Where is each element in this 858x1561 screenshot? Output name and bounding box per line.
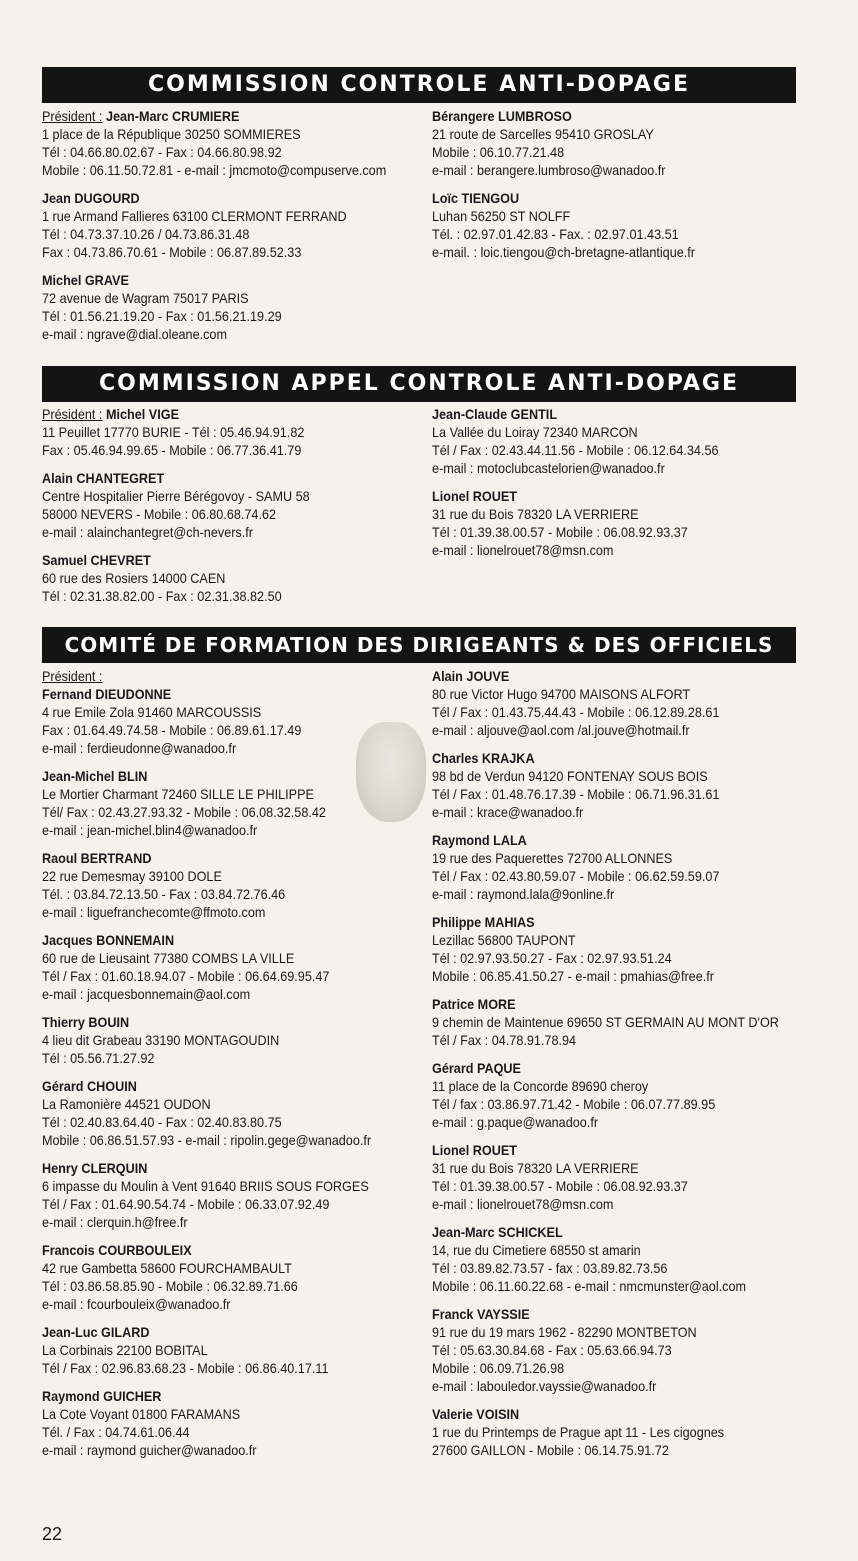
contact-name-line bbox=[42, 190, 400, 208]
contact-name-line bbox=[432, 996, 790, 1014]
contact-detail-line: La Corbinais 22100 BOBITAL bbox=[42, 1343, 208, 1358]
contact-detail-line: Tél / Fax : 02.43.44.11.56 - Mobile : 06.12.64.34.56 bbox=[432, 443, 719, 458]
contact-detail-line: Tél. : 02.97.01.42.83 - Fax. : 02.97.01.43.51 bbox=[432, 227, 679, 242]
section-header-commission-controle-anti-dopage: COMMISSION CONTROLE ANTI-DOPAGE bbox=[42, 67, 796, 103]
contact-detail-line: Tél / Fax : 01.64.90.54.74 - Mobile : 06.33.07.92.49 bbox=[42, 1197, 330, 1212]
contact-detail-line: Tél : 05.56.71.27.92 bbox=[42, 1051, 155, 1066]
contact-name: Fernand DIEUDONNE bbox=[42, 687, 172, 702]
contact-name-line bbox=[432, 190, 790, 208]
contact-detail-line: Mobile : 06.10.77.21.48 bbox=[432, 145, 565, 160]
contact-detail-line: Tél : 04.66.80.02.67 - Fax : 04.66.80.98.92 bbox=[42, 145, 282, 160]
contact-detail-line: Mobile : 06.86.51.57.93 - e-mail : ripolin.gege@wanadoo.fr bbox=[42, 1133, 372, 1148]
contact-detail-line: 1 rue Armand Fallieres 63100 CLERMONT FERRAND bbox=[42, 209, 347, 224]
contact-entry bbox=[432, 1060, 817, 1132]
contact-name-line bbox=[42, 1160, 400, 1178]
contact-name-line bbox=[42, 1242, 400, 1260]
contact-detail-line: 4 rue Emile Zola 91460 MARCOUSSIS bbox=[42, 705, 262, 720]
contact-name: Charles KRAJKA bbox=[432, 751, 535, 766]
contact-detail-line: e-mail : krace@wanadoo.fr bbox=[432, 805, 584, 820]
contact-entry bbox=[432, 488, 817, 560]
contact-detail-line: La Vallée du Loiray 72340 MARCON bbox=[432, 425, 638, 440]
contact-detail-line: Tél : 03.86.58.85.90 - Mobile : 06.32.89.71.66 bbox=[42, 1279, 298, 1294]
contact-name: Franck VAYSSIE bbox=[432, 1307, 530, 1322]
contact-detail-line: Tél : 02.97.93.50.27 - Fax : 02.97.93.51.24 bbox=[432, 951, 672, 966]
contact-entry bbox=[42, 108, 427, 180]
contact-name-line bbox=[42, 1078, 400, 1096]
contact-detail-line: 27600 GAILLON - Mobile : 06.14.75.91.72 bbox=[432, 1443, 669, 1458]
contact-detail-line: Mobile : 06.85.41.50.27 - e-mail : pmahias@free.fr bbox=[432, 969, 714, 984]
contact-detail-line: 4 lieu dit Grabeau 33190 MONTAGOUDIN bbox=[42, 1033, 280, 1048]
contact-name-line bbox=[432, 1306, 790, 1324]
contact-detail-line: 91 rue du 19 mars 1962 - 82290 MONTBETON bbox=[432, 1325, 697, 1340]
contact-entry bbox=[42, 190, 427, 262]
contact-entry bbox=[42, 1160, 427, 1232]
contact-detail-line: Fax : 04.73.86.70.61 - Mobile : 06.87.89.52.33 bbox=[42, 245, 302, 260]
contact-name: Gérard PAQUE bbox=[432, 1061, 521, 1076]
contact-detail-line: 80 rue Victor Hugo 94700 MAISONS ALFORT bbox=[432, 687, 691, 702]
contact-name-line bbox=[42, 406, 400, 424]
contact-detail-line: 98 bd de Verdun 94120 FONTENAY SOUS BOIS bbox=[432, 769, 708, 784]
contact-name: Michel VIGE bbox=[105, 407, 180, 422]
contact-detail-line: 60 rue des Rosiers 14000 CAEN bbox=[42, 571, 226, 586]
contact-name: Alain JOUVE bbox=[432, 669, 510, 684]
contact-detail-line: 9 chemin de Maintenue 69650 ST GERMAIN AU MONT D'OR bbox=[432, 1015, 779, 1030]
contact-detail-line: Luhan 56250 ST NOLFF bbox=[432, 209, 571, 224]
contact-detail-line: 60 rue de Lieusaint 77380 COMBS LA VILLE bbox=[42, 951, 295, 966]
contact-detail-line: 19 rue des Paquerettes 72700 ALLONNES bbox=[432, 851, 673, 866]
contact-entry bbox=[42, 406, 427, 460]
contact-name: Jean-Michel BLIN bbox=[42, 769, 148, 784]
contact-entry bbox=[432, 750, 817, 822]
contact-detail-line: e-mail : alainchantegret@ch-nevers.fr bbox=[42, 525, 253, 540]
contact-entry bbox=[432, 996, 817, 1050]
contact-detail-line: Tél / Fax : 01.60.18.94.07 - Mobile : 06.64.69.95.47 bbox=[42, 969, 330, 984]
contact-entry bbox=[432, 668, 817, 740]
contact-detail-line: 1 place de la République 30250 SOMMIERES bbox=[42, 127, 301, 142]
contact-name-line bbox=[432, 1060, 790, 1078]
contact-name-line bbox=[42, 108, 400, 126]
contact-entry bbox=[432, 1224, 817, 1296]
contact-name: Michel GRAVE bbox=[42, 273, 129, 288]
contact-detail-line: Le Mortier Charmant 72460 SILLE LE PHILIPPE bbox=[42, 787, 314, 802]
contact-detail-line: e-mail : raymond.lala@9online.fr bbox=[432, 887, 615, 902]
contact-detail-line: Tél : 01.39.38.00.57 - Mobile : 06.08.92.93.37 bbox=[432, 525, 688, 540]
contact-detail-line: 31 rue du Bois 78320 LA VERRIERE bbox=[432, 507, 639, 522]
contact-detail-line: Tél : 02.40.83.64.40 - Fax : 02.40.83.80.75 bbox=[42, 1115, 282, 1130]
contact-name-line bbox=[432, 914, 790, 932]
contact-detail-line: e-mail : liguefranchecomte@ffmoto.com bbox=[42, 905, 266, 920]
contact-detail-line: 58000 NEVERS - Mobile : 06.80.68.74.62 bbox=[42, 507, 277, 522]
section-header-commission-appel-controle-anti-dopage: COMMISSION APPEL CONTROLE ANTI-DOPAGE bbox=[42, 366, 796, 402]
contact-entry bbox=[42, 1078, 427, 1150]
section-1-left-column bbox=[42, 406, 427, 616]
contact-name-line bbox=[432, 1142, 790, 1160]
contact-name-line bbox=[42, 552, 400, 570]
contact-detail-line: e-mail : lionelrouet78@msn.com bbox=[432, 1197, 614, 1212]
contact-entry bbox=[432, 406, 817, 478]
contact-detail-line: Tél : 04.73.37.10.26 / 04.73.86.31.48 bbox=[42, 227, 250, 242]
contact-name-line bbox=[42, 768, 400, 786]
contact-name-line bbox=[42, 1324, 400, 1342]
contact-detail-line: Lezillac 56800 TAUPONT bbox=[432, 933, 576, 948]
contact-detail-line: 42 rue Gambetta 58600 FOURCHAMBAULT bbox=[42, 1261, 292, 1276]
contact-detail-line: e-mail : jean-michel.blin4@wanadoo.fr bbox=[42, 823, 258, 838]
contact-name: Jean-Marc SCHICKEL bbox=[432, 1225, 563, 1240]
section-0-left-column bbox=[42, 108, 427, 354]
contact-detail-line: e-mail : labouledor.vayssie@wanadoo.fr bbox=[432, 1379, 657, 1394]
contact-detail-line: Tél : 01.56.21.19.20 - Fax : 01.56.21.19.29 bbox=[42, 309, 282, 324]
contact-name: Jean-Luc GILARD bbox=[42, 1325, 150, 1340]
contact-detail-line: 31 rue du Bois 78320 LA VERRIERE bbox=[432, 1161, 639, 1176]
contact-detail-line: Tél / fax : 03.86.97.71.42 - Mobile : 06.07.77.89.95 bbox=[432, 1097, 716, 1112]
contact-detail-line: Centre Hospitalier Pierre Bérégovoy - SAMU 58 bbox=[42, 489, 310, 504]
contact-entry bbox=[42, 1242, 427, 1314]
contact-name: Alain CHANTEGRET bbox=[42, 471, 165, 486]
contact-name-line bbox=[432, 832, 790, 850]
contact-detail-line: e-mail : g.paque@wanadoo.fr bbox=[432, 1115, 599, 1130]
contact-name: Thierry BOUIN bbox=[42, 1015, 130, 1030]
contact-name-line bbox=[42, 1014, 400, 1032]
role-label: Président : bbox=[42, 109, 103, 124]
contact-entry bbox=[42, 668, 427, 758]
contact-name: Raymond LALA bbox=[432, 833, 527, 848]
contact-detail-line: Tél : 05.63.30.84.68 - Fax : 05.63.66.94.73 bbox=[432, 1343, 672, 1358]
contact-detail-line: Tél : 03.89.82.73.57 - fax : 03.89.82.73.56 bbox=[432, 1261, 668, 1276]
section-0-right-column bbox=[432, 108, 817, 272]
section-header-comite-formation: COMITÉ DE FORMATION DES DIRIGEANTS & DES OFFICIELS bbox=[42, 627, 796, 663]
contact-entry bbox=[42, 1388, 427, 1460]
contact-detail-line: La Ramonière 44521 OUDON bbox=[42, 1097, 211, 1112]
contact-entry bbox=[432, 832, 817, 904]
contact-detail-line: e-mail : lionelrouet78@msn.com bbox=[432, 543, 614, 558]
contact-name: Raymond GUICHER bbox=[42, 1389, 162, 1404]
contact-detail-line: Tél/ Fax : 02.43.27.93.32 - Mobile : 06.08.32.58.42 bbox=[42, 805, 326, 820]
contact-name: Francois COURBOULEIX bbox=[42, 1243, 192, 1258]
role-label: Président : bbox=[42, 669, 103, 684]
contact-name-line bbox=[42, 272, 400, 290]
contact-entry bbox=[42, 1014, 427, 1068]
contact-detail-line: e-mail. : loic.tiengou@ch-bretagne-atlantique.fr bbox=[432, 245, 696, 260]
contact-name-line bbox=[432, 750, 790, 768]
contact-name-line bbox=[42, 850, 400, 868]
section-2-right-column bbox=[432, 668, 817, 1470]
contact-entry bbox=[42, 470, 427, 542]
contact-entry bbox=[432, 914, 817, 986]
contact-entry bbox=[432, 1306, 817, 1396]
contact-name: Jean-Claude GENTIL bbox=[432, 407, 558, 422]
contact-name-line bbox=[432, 1224, 790, 1242]
contact-name: Patrice MORE bbox=[432, 997, 516, 1012]
contact-name-line bbox=[432, 108, 790, 126]
contact-detail-line: e-mail : berangere.lumbroso@wanadoo.fr bbox=[432, 163, 666, 178]
contact-name-line bbox=[432, 668, 790, 686]
contact-name: Jean DUGOURD bbox=[42, 191, 140, 206]
contact-name: Valerie VOISIN bbox=[432, 1407, 520, 1422]
contact-detail-line: Tél / Fax : 04.78.91.78.94 bbox=[432, 1033, 577, 1048]
contact-detail-line: Tél / Fax : 01.43.75.44.43 - Mobile : 06.12.89.28.61 bbox=[432, 705, 720, 720]
contact-entry bbox=[432, 108, 817, 180]
contact-detail-line: 22 rue Demesmay 39100 DOLE bbox=[42, 869, 222, 884]
contact-name: Gérard CHOUIN bbox=[42, 1079, 137, 1094]
contact-entry bbox=[432, 1406, 817, 1460]
contact-detail-line: Tél / Fax : 01.48.76.17.39 - Mobile : 06.71.96.31.61 bbox=[432, 787, 720, 802]
contact-name: Raoul BERTRAND bbox=[42, 851, 152, 866]
contact-detail-line: Tél. / Fax : 04.74.61.06.44 bbox=[42, 1425, 190, 1440]
contact-name-line bbox=[432, 1406, 790, 1424]
contact-detail-line: e-mail : motoclubcastelorien@wanadoo.fr bbox=[432, 461, 665, 476]
contact-name: Loïc TIENGOU bbox=[432, 191, 520, 206]
contact-detail-line: e-mail : jacquesbonnemain@aol.com bbox=[42, 987, 251, 1002]
contact-name-line bbox=[42, 932, 400, 950]
contact-detail-line: e-mail : raymond guicher@wanadoo.fr bbox=[42, 1443, 257, 1458]
contact-entry bbox=[42, 850, 427, 922]
contact-detail-line: e-mail : ferdieudonne@wanadoo.fr bbox=[42, 741, 237, 756]
section-1-right-column bbox=[432, 406, 817, 570]
contact-name-line bbox=[42, 470, 400, 488]
contact-name: Lionel ROUET bbox=[432, 1143, 517, 1158]
contact-entry bbox=[42, 932, 427, 1004]
role-label: Président : bbox=[42, 407, 103, 422]
contact-name: Henry CLERQUIN bbox=[42, 1161, 148, 1176]
contact-detail-line: e-mail : aljouve@aol.com /al.jouve@hotmail.fr bbox=[432, 723, 690, 738]
contact-name-line bbox=[432, 488, 790, 506]
contact-detail-line: La Cote Voyant 01800 FARAMANS bbox=[42, 1407, 241, 1422]
contact-name: Bérangere LUMBROSO bbox=[432, 109, 572, 124]
contact-detail-line: 14, rue du Cimetiere 68550 st amarin bbox=[432, 1243, 641, 1258]
contact-name: Jacques BONNEMAIN bbox=[42, 933, 175, 948]
contact-detail-line: e-mail : clerquin.h@free.fr bbox=[42, 1215, 188, 1230]
contact-name: Samuel CHEVRET bbox=[42, 553, 151, 568]
contact-detail-line: Tél / Fax : 02.43.80.59.07 - Mobile : 06.62.59.59.07 bbox=[432, 869, 720, 884]
contact-entry bbox=[42, 272, 427, 344]
contact-detail-line: 11 Peuillet 17770 BURIE - Tél : 05.46.94.91.82 bbox=[42, 425, 305, 440]
contact-entry bbox=[42, 552, 427, 606]
contact-detail-line: Fax : 01.64.49.74.58 - Mobile : 06.89.61.17.49 bbox=[42, 723, 302, 738]
contact-entry bbox=[42, 1324, 427, 1378]
contact-detail-line: 11 place de la Concorde 89690 cheroy bbox=[432, 1079, 649, 1094]
contact-detail-line: Tél : 01.39.38.00.57 - Mobile : 06.08.92.93.37 bbox=[432, 1179, 688, 1194]
contact-entry bbox=[432, 1142, 817, 1214]
contact-detail-line: e-mail : fcourbouleix@wanadoo.fr bbox=[42, 1297, 231, 1312]
contact-detail-line: 6 impasse du Moulin à Vent 91640 BRIIS SOUS FORGES bbox=[42, 1179, 369, 1194]
contact-detail-line: Fax : 05.46.94.99.65 - Mobile : 06.77.36.41.79 bbox=[42, 443, 302, 458]
contact-detail-line: Mobile : 06.09.71.26.98 bbox=[432, 1361, 565, 1376]
contact-detail-line: Tél / Fax : 02.96.83.68.23 - Mobile : 06.86.40.17.11 bbox=[42, 1361, 329, 1376]
contact-detail-line: 1 rue du Printemps de Prague apt 11 - Les cigognes bbox=[432, 1425, 725, 1440]
section-2-left-column bbox=[42, 668, 427, 1470]
contact-detail-line: 21 route de Sarcelles 95410 GROSLAY bbox=[432, 127, 654, 142]
contact-name-line bbox=[432, 406, 790, 424]
contact-name-line bbox=[42, 1388, 400, 1406]
contact-name: Philippe MAHIAS bbox=[432, 915, 535, 930]
contact-detail-line: Tél. : 03.84.72.13.50 - Fax : 03.84.72.76.46 bbox=[42, 887, 286, 902]
contact-entry bbox=[432, 190, 817, 262]
contact-entry bbox=[42, 768, 427, 840]
contact-detail-line: Mobile : 06.11.50.72.81 - e-mail : jmcmoto@compuserve.com bbox=[42, 163, 387, 178]
contact-name: Lionel ROUET bbox=[432, 489, 517, 504]
contact-detail-line: 72 avenue de Wagram 75017 PARIS bbox=[42, 291, 249, 306]
contact-detail-line: Mobile : 06.11.60.22.68 - e-mail : nmcmunster@aol.com bbox=[432, 1279, 747, 1294]
contact-name: Jean-Marc CRUMIERE bbox=[105, 109, 240, 124]
contact-detail-line: e-mail : ngrave@dial.oleane.com bbox=[42, 327, 227, 342]
contact-name-line bbox=[42, 686, 400, 704]
page-number: 22 bbox=[42, 1524, 63, 1544]
contact-detail-line: Tél : 02.31.38.82.00 - Fax : 02.31.38.82.50 bbox=[42, 589, 282, 604]
